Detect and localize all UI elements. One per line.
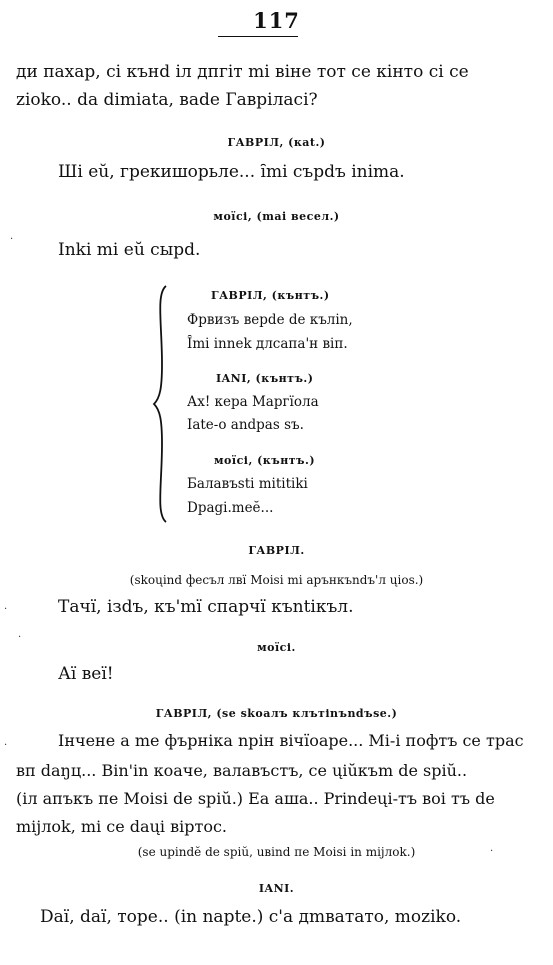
text-line: Inki mi eŭ сыpd. [58,240,201,260]
text-line: Аї веї! [58,664,114,684]
text-line: Ші eŭ, грекишорьле... ȋmi съpdъ inima. [58,162,405,182]
song-line: Ах! кера Маргїола [187,394,319,410]
song-line: Ȋmi innek длсапа'н віп. [187,336,348,352]
header-rule [218,36,298,37]
text-line: zioko.. da dimiata, вade Гаврілacі? [16,90,318,110]
text-line: mijлok, mi ce daųi віртос. [16,817,227,836]
speaker-label: моїсі, (mai весел.) [213,210,340,223]
text-line: вп daŋц... Bin'in коаче, валавъстъ, се ųiŭкъm de spiŭ.. [16,761,468,780]
text-line: Daï, daï, торе.. (in napte.) с'а дmвататo, moziko. [40,907,462,927]
margin-mark: · [10,234,14,245]
margin-mark: · [4,604,8,615]
speaker-label: ГАВРІЛ. [248,544,305,557]
speaker-label: IANI, (кънтъ.) [216,372,314,385]
song-line: Dpagi.meĕ... [187,500,274,516]
speaker-label: моїсі, (кънтъ.) [214,454,316,467]
page-number: 117 [253,8,300,33]
speaker-label: моїсі. [257,641,296,654]
speaker-label: IANI. [258,882,295,895]
song-line: Балавъsti mititiki [187,476,308,492]
text-line: ди пахар, сі кънd іл дпгіт mi віне тот се кінто сі се [16,62,469,82]
brace-icon [152,284,172,524]
text-line: (іл апъкъ пe Moisi de spiŭ.) Еа аша.. Prindeųi-тъ воi тъ de [16,789,495,808]
margin-mark: · [18,632,22,643]
stage-direction: (skoųind фесъл лвї Moisi mi арънкъndъ'л ųios.) [129,573,424,587]
margin-mark: · [490,846,494,857]
margin-mark: · [4,740,8,751]
speaker-label: ГАВРІЛ, (se skoaлъ клътіnъndъse.) [155,707,398,720]
text-line: Інчене а me фърніка nрін вічїоаре... Mi-i пофтъ се трас [58,731,524,750]
song-line: Фрвизъ верdе de кълin, [187,312,353,328]
speaker-label: ГАВРІЛ, (кънтъ.) [211,289,330,302]
speaker-label: ГАВРІЛ, (кat.) [227,136,326,149]
stage-direction: (se upindĕ de spiŭ, uвind пe Moisi in mijлok.) [137,845,416,859]
text-line: Тачї, iзdъ, къ'mї спарчї къntiкъл. [58,597,354,617]
song-line: Iate-o andpas sъ. [187,417,304,433]
